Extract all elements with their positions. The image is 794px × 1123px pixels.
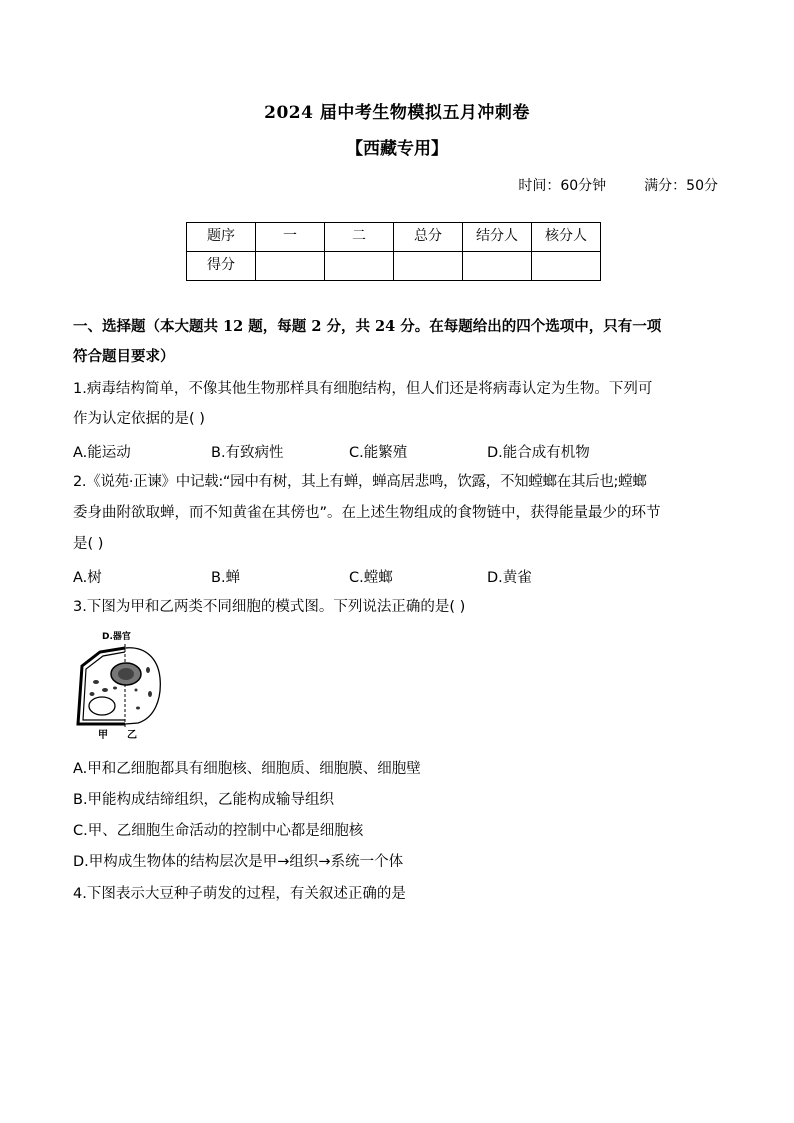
score-table-score-row [187, 252, 601, 281]
q2-option-d: D.黄雀 [487, 570, 532, 586]
score-header-cell: 二 [325, 223, 394, 252]
q2-line3: 是( ) [73, 536, 104, 552]
score-cell [256, 252, 325, 281]
organelle-dot [148, 691, 152, 697]
q3-option-c: C.甲、乙细胞生命活动的控制中心都是细胞核 [73, 823, 364, 839]
cell-diagram-figure [70, 628, 170, 740]
figure-right-label: 乙 [127, 730, 137, 740]
score-table [186, 222, 601, 281]
q1-line2: 作为认定依据的是( ) [73, 411, 205, 427]
q3-option-d: D.甲构成生物体的结构层次是甲→组织→系统一个体 [73, 854, 404, 870]
full-score-label: 满分：50分 [644, 178, 718, 194]
score-header-cell: 题序 [187, 223, 256, 252]
figure-top-label: D.器官 [102, 632, 131, 642]
exam-subtitle: 【西藏专用】 [346, 139, 448, 159]
section1-heading-line2: 符合题目要求） [73, 348, 175, 365]
organelle-dot [102, 688, 108, 692]
q1-option-b: B.有致病性 [211, 445, 284, 461]
score-table-header-row [187, 223, 601, 252]
section1-heading-line1: 一、选择题（本大题共 12 题，每题 2 分，共 24 分。在每题给出的四个选项中，只有一项 [73, 318, 662, 335]
figure-left-label: 甲 [98, 730, 108, 740]
q2-option-c: C.螳螂 [349, 570, 393, 586]
organelle-dot [146, 667, 150, 673]
cell-diagram [70, 628, 170, 740]
q3-option-b: B.甲能构成结缔组织，乙能构成输导组织 [73, 792, 335, 808]
time-label: 时间：60分钟 [518, 178, 607, 194]
exam-meta [518, 175, 718, 195]
score-cell [394, 252, 463, 281]
q1-option-d: D.能合成有机物 [487, 445, 590, 461]
organelle-dot [113, 687, 117, 690]
score-row-label: 得分 [187, 252, 256, 281]
score-cell [532, 252, 601, 281]
vacuole-shape [89, 697, 115, 715]
q2-line2: 委身曲附欲取蝉，而不知黄雀在其傍也”。在上述生物组成的食物链中，获得能量最少的环节 [73, 505, 661, 521]
score-header-cell: 总分 [394, 223, 463, 252]
organelle-dot [135, 689, 138, 692]
score-cell [463, 252, 532, 281]
score-cell [325, 252, 394, 281]
q3-line1: 3.下图为甲和乙两类不同细胞的模式图。下列说法正确的是( ) [73, 599, 466, 615]
organelle-dot [93, 680, 99, 684]
q2-line1: 2.《说苑·正谏》中记载:“园中有树，其上有蝉，蝉高居悲鸣，饮露，不知螳螂在其后也;螳螂 [73, 474, 647, 490]
q3-option-a: A.甲和乙细胞都具有细胞核、细胞质、细胞膜、细胞壁 [73, 761, 421, 777]
score-header-cell: 结分人 [463, 223, 532, 252]
q2-option-a: A.树 [73, 570, 102, 586]
score-header-cell: 核分人 [532, 223, 601, 252]
q1-option-c: C.能繁殖 [349, 445, 408, 461]
q2-option-b: B.蝉 [211, 570, 241, 586]
exam-title: 2024 届中考生物模拟五月冲刺卷 [264, 103, 530, 123]
cell-membrane-right [125, 648, 160, 724]
q1-line1: 1.病毒结构简单，不像其他生物那样具有细胞结构，但人们还是将病毒认定为生物。下列可 [73, 381, 653, 397]
q1-option-a: A.能运动 [73, 445, 131, 461]
nucleolus-shape [118, 668, 134, 680]
organelle-dot [90, 692, 95, 696]
score-header-cell: 一 [256, 223, 325, 252]
organelle-dot [136, 707, 140, 710]
q4-line1: 4.下图表示大豆种子萌发的过程，有关叙述正确的是 [73, 886, 406, 902]
